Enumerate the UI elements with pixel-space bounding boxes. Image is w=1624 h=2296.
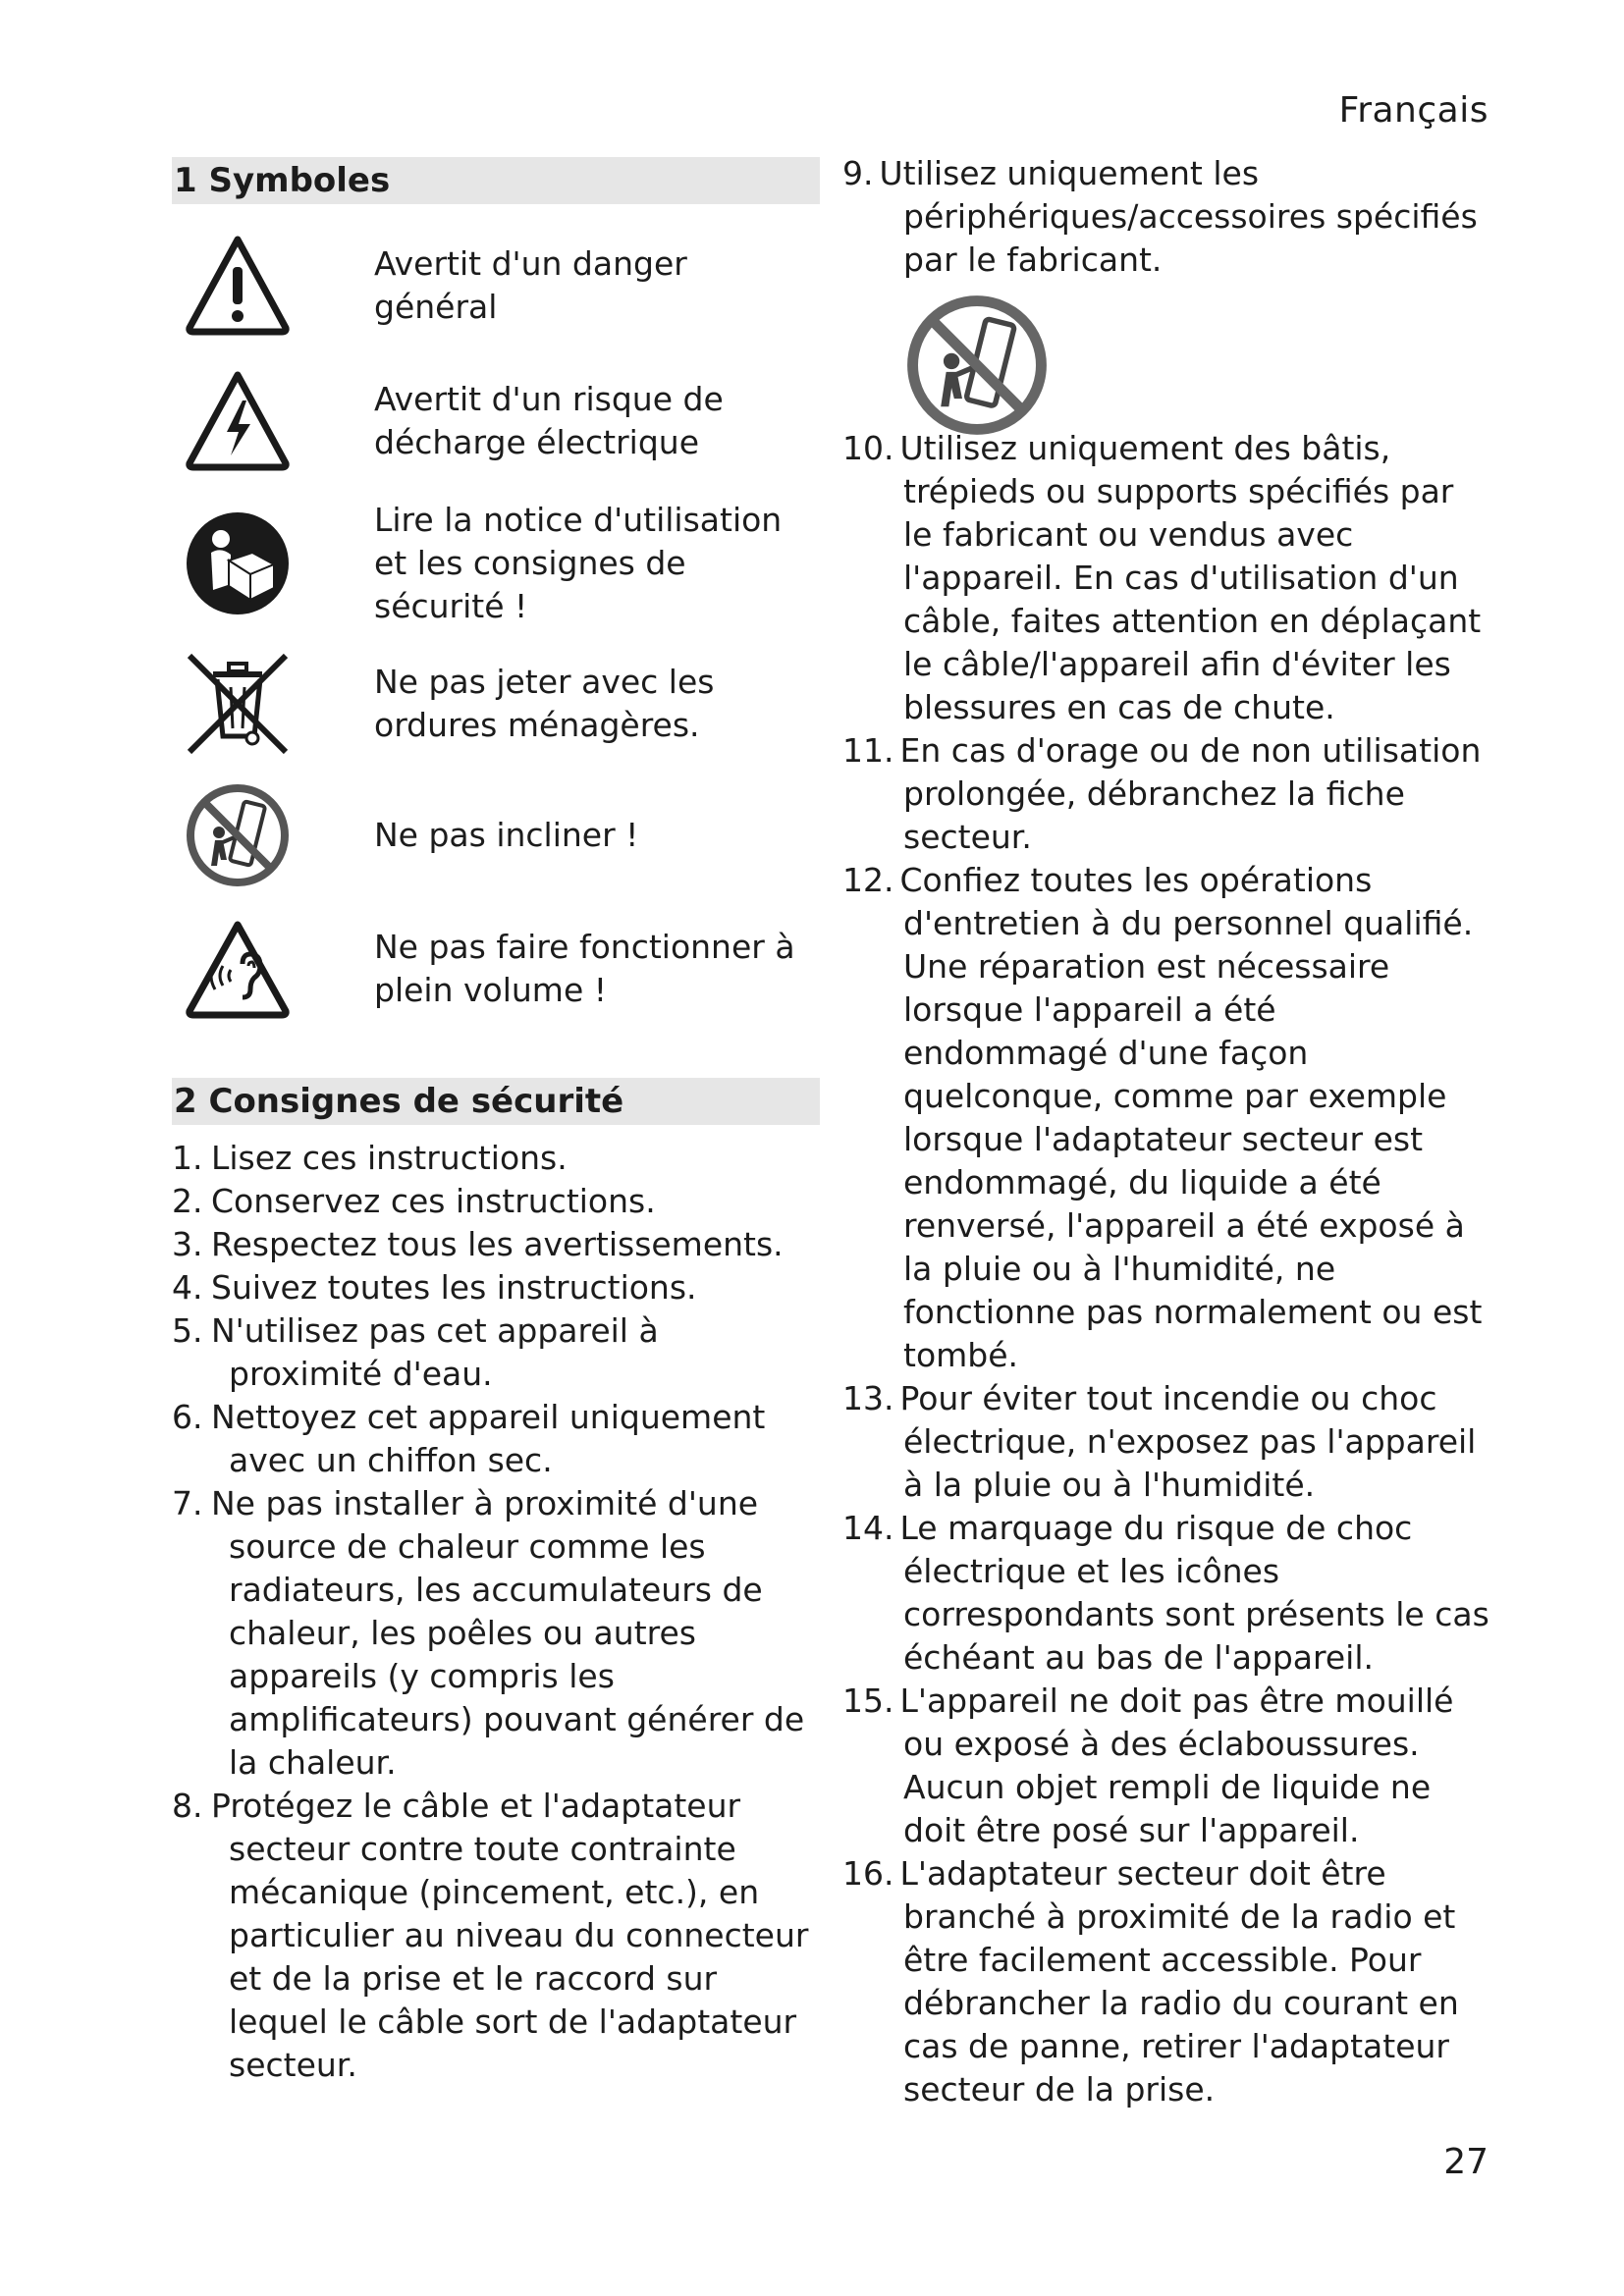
warning-triangle-icon: [184, 232, 292, 340]
list-item: 12. Confiez toutes les opérations d'entretien à du personnel qualifié. Une réparation est nécessaire lorsque l'appareil a été endommagé d'une façon quelconque, comme par exemple lorsque l'adaptateur secteur est endommagé, du liquide a été renversé, l'appareil a été exposé à la pluie ou à l'humidité, ne fonctionne pas normalement ou est tombé.: [842, 861, 1483, 1374]
crossed-bin-icon: [184, 650, 292, 758]
symbol-row: [172, 232, 820, 340]
safety-list-right: [842, 152, 1490, 282]
symbol-text: Avertit d'un risque de décharge électrique: [374, 380, 724, 461]
list-item: 13. Pour éviter tout incendie ou choc électrique, n'exposez pas l'appareil à la pluie ou à l'humidité.: [842, 1379, 1477, 1504]
list-item: 11. En cas d'orage ou de non utilisation prolongée, débranchez la fiche secteur.: [842, 731, 1482, 856]
symbol-row: [172, 915, 820, 1023]
list-item: 7. Ne pas installer à proximité d'une source de chaleur comme les radiateurs, les accumulateurs de chaleur, les poêles ou autres appareils (y compris les amplificateurs) pouvant générer de la chaleur.: [172, 1484, 805, 1782]
list-item: 1. Lisez ces instructions.: [172, 1139, 568, 1177]
symbol-text: Lire la notice d'utilisation et les consignes de sécurité !: [374, 501, 783, 625]
left-column: [172, 157, 820, 2087]
right-column: [842, 152, 1490, 2111]
safety-list-right-continued: [842, 427, 1490, 2111]
symbol-text: Ne pas jeter avec les ordures ménagères.: [374, 663, 715, 744]
list-item: 9. Utilisez uniquement les périphériques/accessoires spécifiés par le fabricant.: [842, 154, 1478, 279]
list-item: 2. Conservez ces instructions.: [172, 1182, 656, 1220]
page-number: 27: [1443, 2142, 1489, 2182]
list-item: 16. L'adaptateur secteur doit être branché à proximité de la radio et être facilement accessible. Pour débrancher la radio du courant en cas de panne, retirer l'adaptateur secteur de la prise.: [842, 1854, 1459, 2109]
no-tilt-icon: [903, 292, 1051, 439]
safety-list-left: [172, 1137, 820, 2087]
list-item: 3. Respectez tous les avertissements.: [172, 1225, 784, 1263]
list-item: 15. L'appareil ne doit pas être mouillé ou exposé à des éclaboussures. Aucun objet rempli de liquide ne doit être posé sur l'appareil.: [842, 1682, 1454, 1849]
electric-shock-icon: [184, 367, 292, 475]
list-item: 4. Suivez toutes les instructions.: [172, 1268, 697, 1307]
read-manual-icon: [184, 509, 292, 617]
symbol-row: [172, 499, 820, 628]
no-tilt-icon: [184, 781, 292, 889]
symbol-text: Ne pas faire fonctionner à plein volume !: [374, 928, 795, 1009]
list-item: 5. N'utilisez pas cet appareil à proximité d'eau.: [172, 1311, 659, 1393]
list-item: 8. Protégez le câble et l'adaptateur secteur contre toute contrainte mécanique (pincement, etc.), en particulier au niveau du connecteur et de la prise et le raccord sur lequel le câble sort de l'adaptateur secteur.: [172, 1787, 809, 2084]
language-label: Français: [1338, 90, 1489, 131]
hearing-warning-icon: [184, 915, 292, 1023]
list-item: 14. Le marquage du risque de choc électrique et les icônes correspondants sont présents le cas échéant au bas de l'appareil.: [842, 1509, 1489, 1677]
symbol-row: [172, 781, 820, 889]
list-item: 10. Utilisez uniquement des bâtis, trépieds ou supports spécifiés par le fabricant ou vendus avec l'appareil. En cas d'utilisation d'un câble, faites attention en déplaçant le câble/l'appareil afin d'éviter les blessures en cas de chute.: [842, 429, 1482, 726]
list-item: 6. Nettoyez cet appareil uniquement avec un chiffon sec.: [172, 1398, 766, 1479]
symbol-row: [172, 367, 820, 475]
section-heading-symbols: 1 Symboles: [172, 157, 820, 204]
section-heading-safety: 2 Consignes de sécurité: [172, 1078, 820, 1125]
symbol-row: [172, 650, 820, 758]
symbol-text: Avertit d'un danger général: [374, 244, 687, 326]
symbol-text: Ne pas incliner !: [374, 816, 639, 854]
